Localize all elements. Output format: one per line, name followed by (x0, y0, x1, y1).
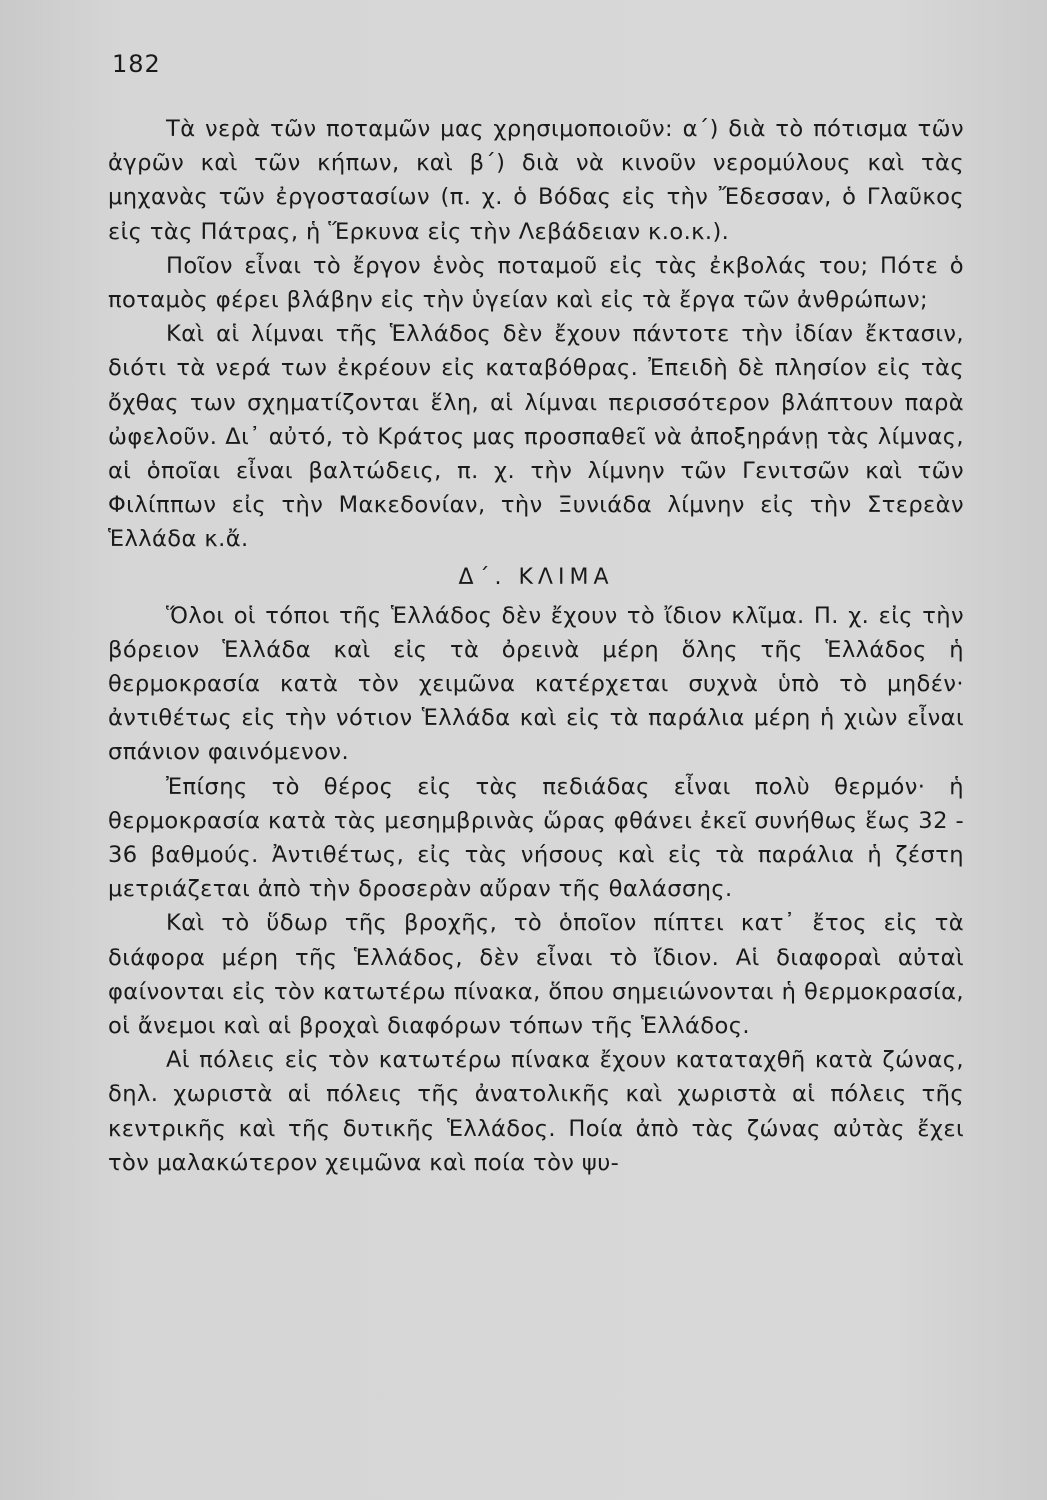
paragraph-climate-winter: Ὅλοι οἱ τόποι τῆς Ἑλλάδος δὲν ἔχουν τὸ ἴδιον κλῖμα. Π. χ. εἰς τὴν βόρειον Ἑλλάδα καὶ εἰς τὰ ὀρεινὰ μέρη ὅλης τῆς Ἑλλάδος ἡ θερμοκρασία κατὰ τὸν χειμῶνα κατέρχεται συχνὰ ὑπὸ τὸ μηδέν· ἀντιθέτως εἰς τὴν νότιον Ἑλλάδα καὶ εἰς τὰ παράλια μέρη ἡ χιὼν εἶναι σπάνιον φαινόμενον. (108, 602, 964, 766)
section-heading-climate: Δ΄. ΚΛΙΜΑ (458, 564, 614, 590)
paragraph-river-water-uses: Τὰ νερὰ τῶν ποταμῶν μας χρησιμοποιοῦν: α΄) διὰ τὸ πότισμα τῶν ἀγρῶν καὶ τῶν κήπων, καὶ β΄) διὰ νὰ κινοῦν νερομύλους καὶ τὰς μηχανὰς τῶν ἐργοστασίων (π. χ. ὁ Βόδας εἰς τὴν Ἔδεσσαν, ὁ Γλαῦκος εἰς τὰς Πάτρας, ἡ Ἕρκυνα εἰς τὴν Λεβάδειαν κ.ο.κ.). (108, 116, 964, 245)
paragraph-zones: Αἱ πόλεις εἰς τὸν κατωτέρω πίνακα ἔχουν καταταχθῆ κατὰ ζώνας, δηλ. χωριστὰ αἱ πόλεις τῆς ἀνατολικῆς καὶ χωριστὰ αἱ πόλεις τῆς κεντρικῆς καὶ τῆς δυτικῆς Ἑλλάδος. Ποία ἀπὸ τὰς ζώνας αὐτὰς ἔχει τὸν μαλακώτερον χειμῶνα καὶ ποία τὸν ψυ- (108, 1047, 964, 1176)
paragraph-lakes: Καὶ αἱ λίμναι τῆς Ἑλλάδος δὲν ἔχουν πάντοτε τὴν ἰδίαν ἔκτασιν, διότι τὰ νερά των ἐκρέουν εἰς καταβόθρας. Ἐπειδὴ δὲ πλησίον εἰς τὰς ὄχθας των σχηματίζονται ἕλη, αἱ λίμναι περισσότερον βλάπτουν παρὰ ὠφελοῦν. Δι᾿ αὐτό, τὸ Κράτος μας προσπαθεῖ νὰ ἀποξηράνῃ τὰς λίμνας, αἱ ὁποῖαι εἶναι βαλτώδεις, π. χ. τὴν λίμνην τῶν Γενιτσῶν καὶ τῶν Φιλίππων εἰς τὴν Μακεδονίαν, τὴν Ξυνιάδα λίμνην εἰς τὴν Στερεὰν Ἑλλάδα κ.ἄ. (108, 321, 964, 553)
paragraph-rainfall: Καὶ τὸ ὕδωρ τῆς βροχῆς, τὸ ὁποῖον πίπτει κατ᾿ ἔτος εἰς τὰ διάφορα μέρη τῆς Ἑλλάδος, δὲν εἶναι τὸ ἴδιον. Αἱ διαφοραὶ αὐταὶ φαίνονται εἰς τὸν κατωτέρω πίνακα, ὅπου σημειώνονται ἡ θερμοκρασία, οἱ ἄνεμοι καὶ αἱ βροχαὶ διαφόρων τόπων τῆς Ἑλλάδος. (108, 910, 964, 1040)
paragraph-river-questions: Ποῖον εἶναι τὸ ἔργον ἑνὸς ποταμοῦ εἰς τὰς ἐκβολάς του; Πότε ὁ ποταμὸς φέρει βλάβην εἰς τὴν ὑγείαν καὶ εἰς τὰ ἔργα τῶν ἀνθρώπων; (108, 252, 964, 314)
body-text (108, 112, 964, 1180)
page-number: 182 (112, 50, 161, 78)
paragraph-climate-summer: Ἐπίσης τὸ θέρος εἰς τὰς πεδιάδας εἶναι πολὺ θερμόν· ἡ θερμοκρασία κατὰ τὰς μεσημβρινὰς ὥρας φθάνει ἐκεῖ συνήθως ἕως 32 - 36 βαθμούς. Ἀντιθέτως, εἰς τὰς νήσους καὶ εἰς τὰ παράλια ἡ ζέστη μετριάζεται ἀπὸ τὴν δροσερὰν αὔραν τῆς θαλάσσης. (108, 773, 964, 903)
